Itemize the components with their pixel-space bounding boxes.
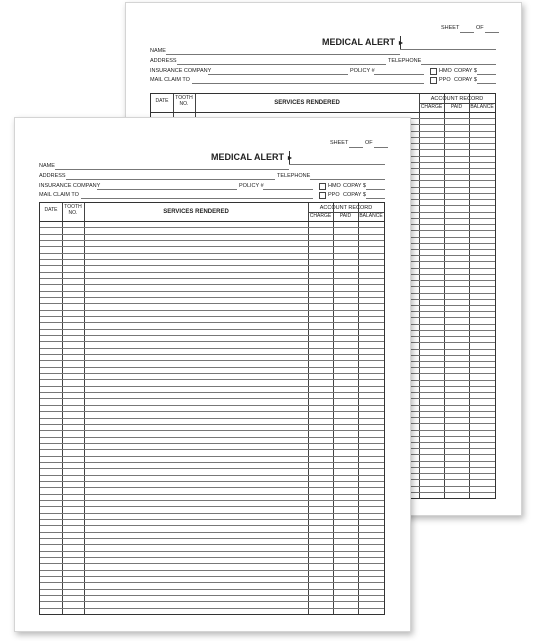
ledger-row-line[interactable]: [40, 462, 384, 463]
sheet-number-line: [349, 147, 363, 148]
mail-claim-field[interactable]: [81, 198, 313, 199]
ledger-row-line[interactable]: [40, 329, 384, 330]
ledger-row-line[interactable]: [40, 234, 384, 235]
ledger-row-line[interactable]: [40, 456, 384, 457]
ledger-row-line[interactable]: [40, 278, 384, 279]
hmo-label: HMO: [328, 183, 341, 189]
mail-claim-field[interactable]: [192, 83, 424, 84]
address-label: ADDRESS: [150, 58, 177, 64]
ledger-row-line[interactable]: [40, 265, 384, 266]
ppo-checkbox[interactable]: [430, 77, 437, 84]
ledger-row-line[interactable]: [40, 475, 384, 476]
ppo-copay-label: COPAY $: [343, 192, 366, 198]
ledger-row-line[interactable]: [40, 367, 384, 368]
telephone-field[interactable]: [310, 179, 385, 180]
ledger-row-line[interactable]: [40, 525, 384, 526]
ledger-row-line[interactable]: [40, 570, 384, 571]
ledger-row-line[interactable]: [40, 487, 384, 488]
tooth-column-header: TOOTH NO.: [64, 204, 82, 216]
address-label: ADDRESS: [39, 173, 66, 179]
telephone-label: TELEPHONE: [277, 173, 311, 179]
ledger-row-line[interactable]: [40, 259, 384, 260]
sheet-of-label: OF: [476, 25, 484, 31]
mail-claim-label: MAIL CLAIM TO: [150, 77, 190, 83]
ledger-row-line[interactable]: [40, 341, 384, 342]
ledger-row-line[interactable]: [40, 551, 384, 552]
policy-field[interactable]: [374, 74, 424, 75]
form-title: MEDICAL ALERT ►: [322, 37, 405, 47]
ledger-row-line[interactable]: [40, 430, 384, 431]
ledger-row-line[interactable]: [40, 227, 384, 228]
account-record-header: ACCOUNT RECORD: [430, 96, 484, 102]
hmo-copay-field[interactable]: [477, 74, 496, 75]
charge-column-header: CHARGE: [420, 104, 443, 110]
ledger-row-line[interactable]: [40, 437, 384, 438]
form-sheet-front: [14, 117, 411, 632]
hmo-checkbox[interactable]: [319, 183, 326, 190]
ledger-row-line[interactable]: [40, 481, 384, 482]
ledger-row-line[interactable]: [40, 468, 384, 469]
ledger-row-line[interactable]: [40, 386, 384, 387]
ledger-row-line[interactable]: [40, 494, 384, 495]
ledger-row-line[interactable]: [40, 322, 384, 323]
ledger-row-line[interactable]: [40, 557, 384, 558]
ledger-row-line[interactable]: [40, 608, 384, 609]
policy-field[interactable]: [263, 189, 313, 190]
ledger-row-line[interactable]: [40, 373, 384, 374]
ppo-label: PPO: [439, 77, 451, 83]
paid-column-header: PAID: [450, 104, 463, 110]
date-column-header: DATE: [44, 207, 58, 213]
sheet-label: SHEET: [330, 140, 349, 146]
services-column-header: SERVICES RENDERED: [163, 209, 229, 215]
ledger-row-line[interactable]: [40, 544, 384, 545]
balance-column-header: BALANCE: [359, 213, 383, 219]
ledger-row-line[interactable]: [40, 253, 384, 254]
address-field[interactable]: [177, 64, 386, 65]
ppo-checkbox[interactable]: [319, 192, 326, 199]
hmo-copay-label: COPAY $: [343, 183, 366, 189]
paid-column-header: PAID: [339, 213, 352, 219]
ledger-row-line[interactable]: [40, 291, 384, 292]
policy-label: POLICY #: [239, 183, 264, 189]
ledger-row-line[interactable]: [40, 284, 384, 285]
telephone-field[interactable]: [421, 64, 496, 65]
ledger-row-line[interactable]: [40, 398, 384, 399]
ledger-row-line[interactable]: [40, 379, 384, 380]
arrow-right-icon: ►: [397, 40, 405, 47]
sheet-total-line: [374, 147, 388, 148]
ledger-row-line[interactable]: [40, 443, 384, 444]
hmo-label: HMO: [439, 68, 452, 74]
ppo-label: PPO: [328, 192, 340, 198]
name-field[interactable]: [55, 169, 289, 170]
tooth-column-header: TOOTH NO.: [175, 95, 193, 107]
telephone-label: TELEPHONE: [388, 58, 422, 64]
insurance-field[interactable]: [208, 74, 348, 75]
hmo-copay-field[interactable]: [366, 189, 385, 190]
insurance-label: INSURANCE COMPANY: [150, 68, 212, 74]
ledger-row-line[interactable]: [40, 246, 384, 247]
balance-column-header: BALANCE: [470, 104, 494, 110]
ppo-copay-label: COPAY $: [454, 77, 477, 83]
address-field[interactable]: [66, 179, 275, 180]
ledger-row-line[interactable]: [40, 576, 384, 577]
ledger-row-line[interactable]: [40, 310, 384, 311]
ledger-row-line[interactable]: [40, 513, 384, 514]
medical-alert-line: [400, 49, 496, 50]
hmo-checkbox[interactable]: [430, 68, 437, 75]
ledger-row-line[interactable]: [40, 601, 384, 602]
insurance-label: INSURANCE COMPANY: [39, 183, 101, 189]
ledger-row-line[interactable]: [40, 424, 384, 425]
account-record-header: ACCOUNT RECORD: [319, 205, 373, 211]
ledger-row-line[interactable]: [40, 354, 384, 355]
policy-label: POLICY #: [350, 68, 375, 74]
ledger-row-line[interactable]: [40, 500, 384, 501]
ledger-row-line[interactable]: [40, 418, 384, 419]
ledger-row-line[interactable]: [40, 532, 384, 533]
name-label: NAME: [39, 163, 55, 169]
name-field[interactable]: [166, 54, 400, 55]
services-ledger: [39, 202, 385, 615]
ledger-row-line[interactable]: [40, 348, 384, 349]
ledger-row-line[interactable]: [40, 563, 384, 564]
medical-alert-line: [289, 164, 385, 165]
ledger-header-divider: [40, 221, 384, 222]
ledger-row-line[interactable]: [40, 589, 384, 590]
services-column-header: SERVICES RENDERED: [274, 100, 340, 106]
mail-claim-label: MAIL CLAIM TO: [39, 192, 79, 198]
charge-column-header: CHARGE: [309, 213, 332, 219]
ledger-row-line[interactable]: [40, 538, 384, 539]
ledger-row-line[interactable]: [40, 506, 384, 507]
ledger-row-line[interactable]: [40, 582, 384, 583]
form-title: MEDICAL ALERT ►: [211, 152, 294, 162]
insurance-field[interactable]: [97, 189, 237, 190]
ledger-row-line[interactable]: [40, 272, 384, 273]
ledger-header-divider: [151, 112, 495, 113]
ppo-copay-field[interactable]: [477, 83, 496, 84]
date-column-header: DATE: [155, 98, 169, 104]
sheet-of-label: OF: [365, 140, 373, 146]
hmo-copay-label: COPAY $: [454, 68, 477, 74]
ppo-copay-field[interactable]: [366, 198, 385, 199]
ledger-row-line[interactable]: [40, 303, 384, 304]
ledger-row-line[interactable]: [40, 519, 384, 520]
ledger-row-line[interactable]: [40, 240, 384, 241]
sheet-number-line: [460, 32, 474, 33]
ledger-row-line[interactable]: [40, 449, 384, 450]
name-label: NAME: [150, 48, 166, 54]
ledger-row-line[interactable]: [40, 316, 384, 317]
ledger-row-line[interactable]: [40, 411, 384, 412]
ledger-row-line[interactable]: [40, 392, 384, 393]
ledger-row-line[interactable]: [40, 360, 384, 361]
sheet-label: SHEET: [441, 25, 460, 31]
ledger-row-line[interactable]: [40, 335, 384, 336]
ledger-row-line[interactable]: [40, 297, 384, 298]
arrow-right-icon: ►: [286, 155, 294, 162]
ledger-row-line[interactable]: [40, 595, 384, 596]
ledger-row-line[interactable]: [40, 405, 384, 406]
sheet-total-line: [485, 32, 499, 33]
